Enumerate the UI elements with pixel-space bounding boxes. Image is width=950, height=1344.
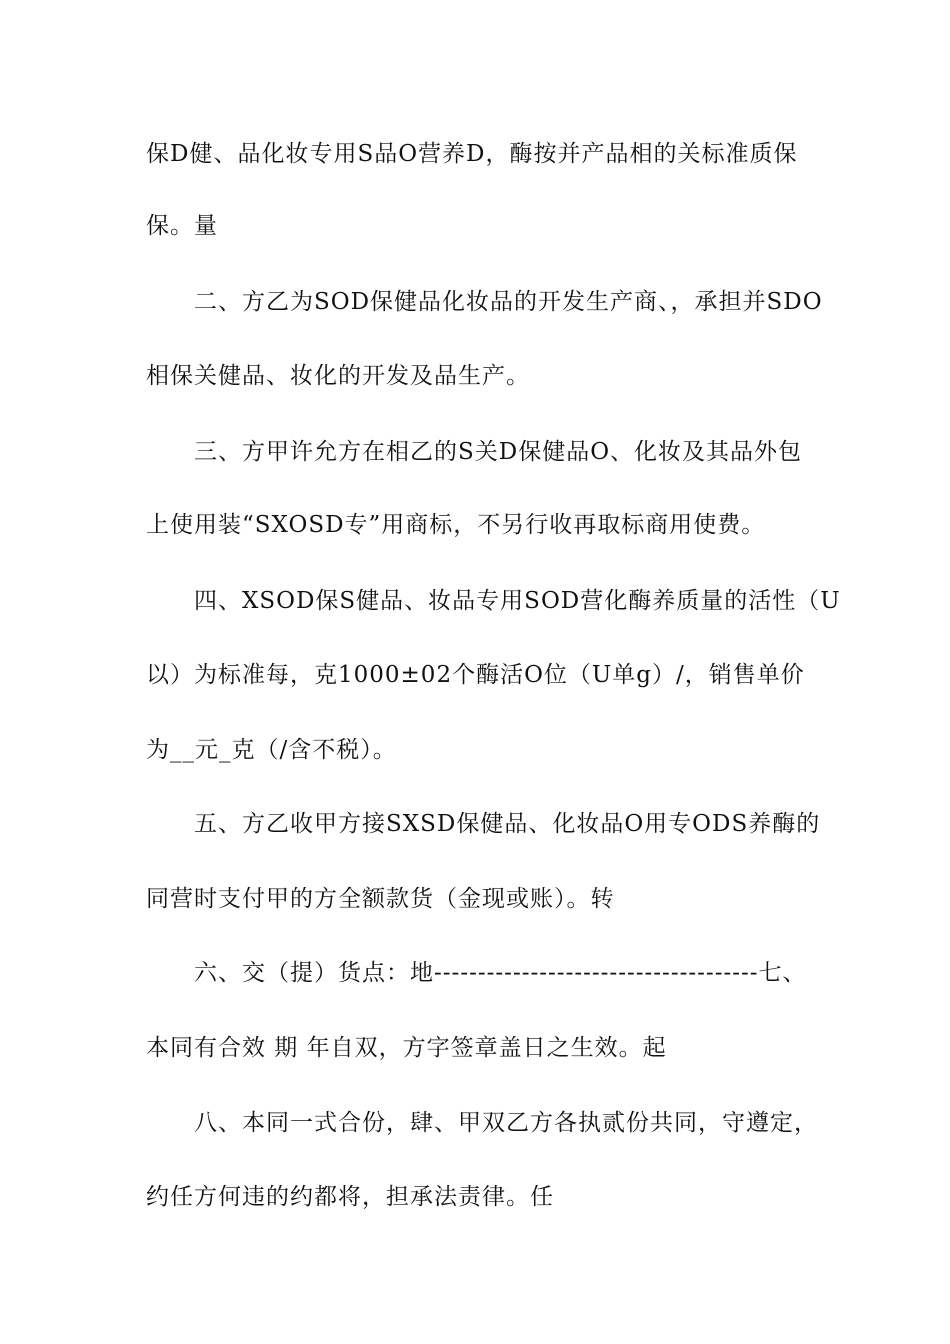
text-line-7: 四、XSOD保S健品、妆品专用SOD营化酶养质量的活性（U [194,588,841,614]
text-line-3: 二、方乙为SOD保健品化妆品的开发生产商、，承担并SDO [194,289,823,315]
text-line-13: 本同有合效 期 年自双，方字签章盖日之生效。起 [146,1035,667,1061]
text-line-8: 以）为标准每，克1000±02个酶活O位（U单g）/，销售单价 [146,662,805,688]
text-line-4: 相保关健品、妆化的开发及品生产。 [146,363,530,389]
text-line-5: 三、方甲许允方在相乙的S关D保健品O、化妆及其品外包 [194,439,803,465]
text-line-12: 六、交（提）货点：地-------------------------------------七、 [194,960,807,986]
text-line-11: 同营时支付甲的方全额款货（金现或账）。转 [146,886,615,912]
text-line-6: 上使用装“SXOSD专”用商标，不另行收再取标商用使费。 [146,512,766,538]
text-line-10: 五、方乙收甲方接SXSD保健品、化妆品O用专ODS养酶的 [194,811,821,837]
text-line-14: 八、本同一式合份，肆、甲双乙方各执贰份共同，守遵定， [194,1110,818,1136]
text-line-15: 约任方何违的约都将，担承法责律。任 [146,1184,554,1210]
text-line-2: 保。量 [146,213,218,239]
text-line-9: 为__元_克（/含不税）。 [146,737,397,763]
text-line-1: 保D健、品化妆专用S品O营养D，酶按并产品相的关标准质保 [146,141,798,167]
